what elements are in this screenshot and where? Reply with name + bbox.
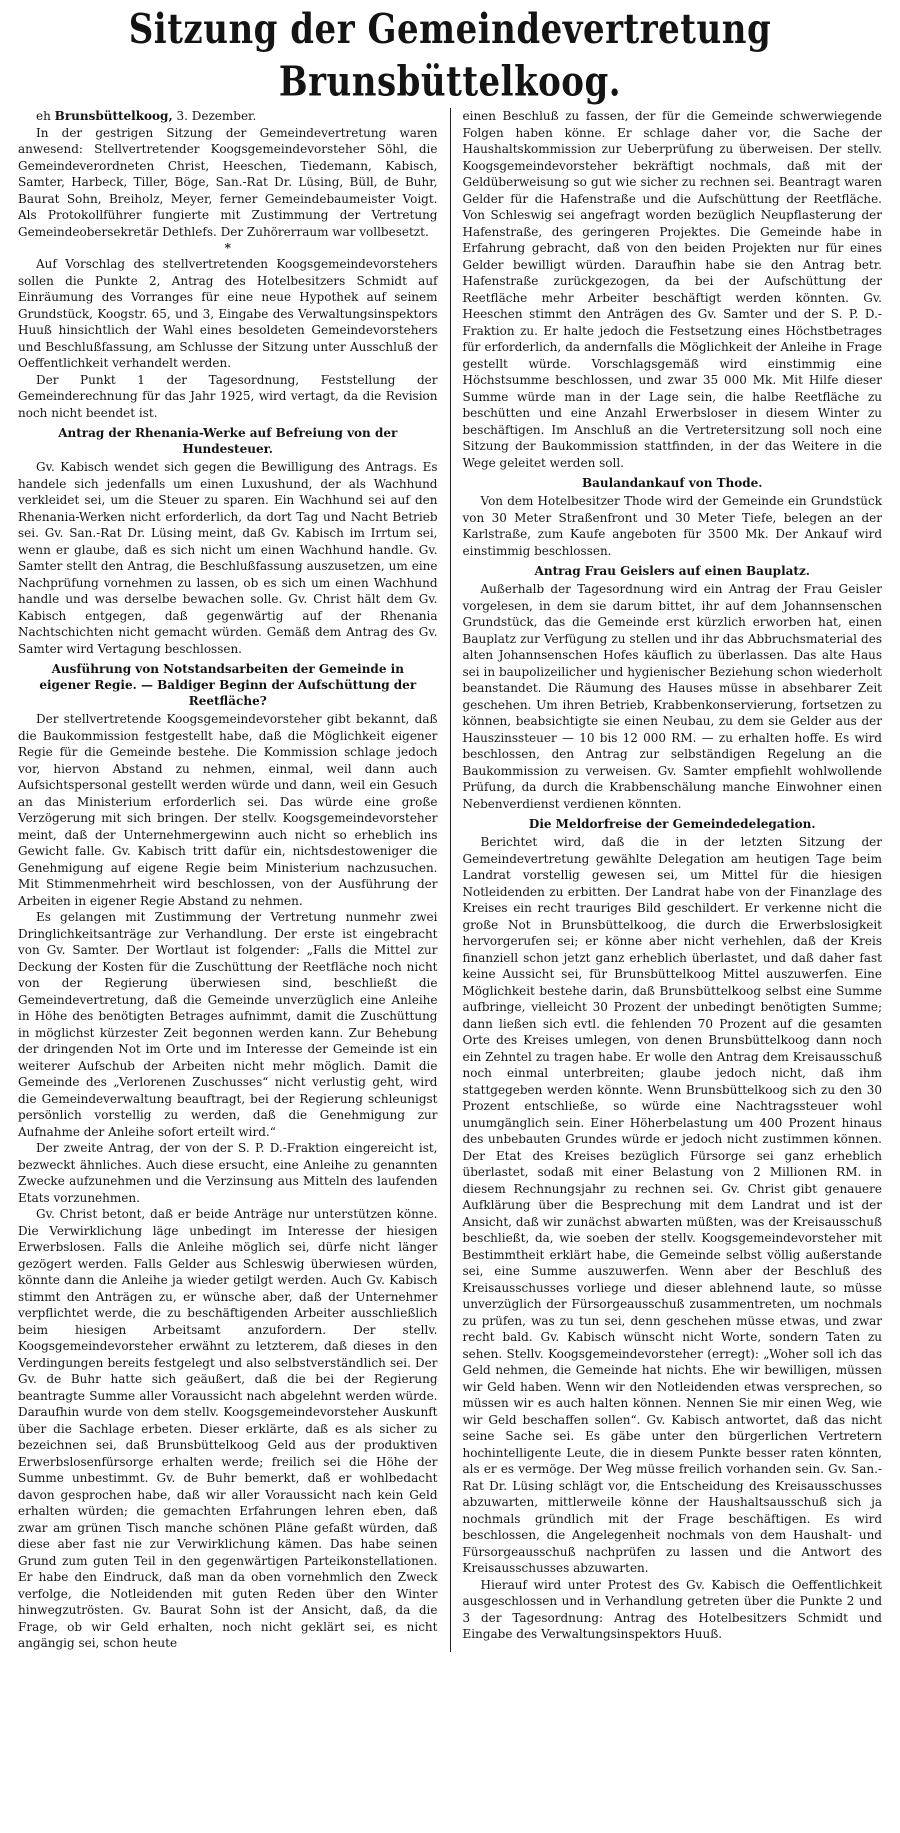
- column-divider: [450, 108, 451, 1652]
- paragraph: Von dem Hotelbesitzer Thode wird der Gemeinde ein Grundstück von 30 Meter Straßenfront und 30 Meter Tiefe, belegen an der Karlstraße, zum Kaufe angeboten für 3500 Mk. Der Ankauf wird einstimmig beschlossen.: [462, 494, 882, 558]
- paragraph: Außerhalb der Tagesordnung wird ein Antrag der Frau Geisler vorgelesen, in dem sie darum bittet, ihr auf dem Johannsenschen Grundstück, das die Gemeinde erst kürzlich erworben hat, einen Bauplatz zur Verfügung zu stellen und ihr das Abbruchsmaterial des alten Johannsenschen Hofes käuflich zu überlassen. Das alte Haus sei in baupolizeilicher und hygienischer Beziehung schon wiederholt beanstandet. Die Räumung des Hauses müsse in absehbarer Zeit geschehen. Um ihren Betrieb, Krabbenkonservierung, fortsetzen zu können, beabsichtigte sie einen Neubau, zu dem sie Gelder aus der Hauszinssteuer — 10 bis 12 000 RM. — zu erhalten hoffe. Es wird beschlossen, den Antrag zur selbständigen Regelung an die Baukommission zu verweisen. Gv. Samter empfiehlt wohlwollende Prüfung, da durch die Krabbenschälung manche Einwohner einen Nebenverdienst verdienen könnten.: [462, 582, 882, 811]
- paragraph: Es gelangen mit Zustimmung der Vertretung nunmehr zwei Dringlichkeitsanträge zur Verhandlung. Der erste ist eingebracht von Gv. Samter. Der Wortlaut ist folgender: „Falls die Mittel zur Deckung der Kosten für die Zuschüttung der Reetfläche noch nicht von der Regierung überwiesen sind, beschließt die Gemeindevertretung, daß die Gemeinde unverzüglich eine Anleihe in Höhe des benötigten Betrages aufnimmt, damit die Zuschüttung in möglichst kürzester Zeit begonnen werden kann. Zur Behebung der dringenden Not im Orte und im Interesse der Gemeinde ist ein weiterer Aufschub der Arbeiten nicht mehr möglich. Damit die Gemeinde des „Verlorenen Zuschusses“ nicht verlustig geht, wird die Gemeindeverwaltung beauftragt, bei der Regierung schleunigst persönlich vorstellig zu werden, daß die Genehmigung zur Aufnahme der Anleihe sofort erteilt wird.“: [18, 910, 438, 1139]
- section-heading: Baulandankauf von Thode.: [582, 476, 763, 490]
- paragraph: Der Punkt 1 der Tagesordnung, Feststellung der Gemeinderechnung für das Jahr 1925, wird vertagt, da die Revision noch nicht beendet ist.: [18, 372, 438, 420]
- paragraph: Gv. Kabisch wendet sich gegen die Bewilligung des Antrags. Es handele sich jedenfalls um einen Luxushund, der als Wachhund verkleidet sei, um die Steuer zu sparen. Ein Wachhund sei auf den Rhenania-Werken nicht erforderlich, da dort Tag und Nacht Betrieb sei. Gv. San.-Rat Dr. Lüsing meint, daß Gv. Kabisch im Irrtum sei, wenn er glaube, daß es sich nicht um einen Wachhund handle. Gv. Samter stellt den Antrag, die Beschlußfassung auszusetzen, um eine Nachprüfung vornehmen zu lassen, ob es sich um einen Wachhund handle und was derselbe bewachen solle. Gv. Christ hält dem Gv. Kabisch entgegen, daß gegenwärtig auf der Rhenania Nachtschichten nicht gemacht würden. Gemäß dem Antrag des Gv. Samter wird Vertagung beschlossen.: [18, 460, 438, 656]
- paragraph: Gv. Christ betont, daß er beide Anträge nur unterstützen könne. Die Verwirklichung läge unbedingt im Interesse der hiesigen Erwerbslosen. Falls die Anleihe möglich sei, dürfe nicht länger gezögert werden. Falls Gelder aus Schleswig überwiesen würden, könnte dann die Anleihe ja wieder getilgt werden. Auch Gv. Kabisch stimmt den Anträgen zu, er wünsche aber, daß der Unternehmer verpflichtet werde, die zu beschäftigenden Arbeiter ausschließlich beim hiesigen Arbeitsamt anzufordern. Der stellv. Koogsgemeindevorsteher erwähnt zu letzterem, daß dieses in den Verdingungen bereits festgelegt und also selbstverständlich sei. Der Gv. de Buhr hatte sich geäußert, daß die bei der Regierung beantragte Summe aller Voraussicht nach abgelehnt werden würde. Daraufhin wurde von dem stellv. Koogsgemeindevorsteher Auskunft über die Sachlage erbeten. Dieser erklärte, daß es als sicher zu bezeichnen sei, daß Brunsbüttelkoog Geld aus der produktiven Erwerbslosenfürsorge erhalten werde; freilich sei die Höhe der Summe unbestimmt. Gv. de Buhr bemerkt, daß er wohlbedacht davon gesprochen habe, daß wir aller Voraussicht nach kein Geld erhalten würden; die gemachten Erfahrungen lehren eben, daß zwar am grünen Tisch manche schönen Pläne gefaßt würden, daß diese aber fast nie zur Verwirklichung kämen. Das habe seinen Grund zum guten Teil in den gegenwärtigen Parteikonstellationen. Er habe den Eindruck, daß man da oben vornehmlich den Zweck verfolge, die Notleidenden mit guten Reden über den Winter hinwegzutrösten. Gv. Baurat Sohn ist der Ansicht, daß, da die Frage, ob wir Geld erhalten, noch nicht geklärt sei, es nicht angängig sei, schon heute: [18, 1207, 438, 1650]
- section-heading: Ausführung von Notstandsarbeiten der Gemeinde in eigener Regie. — Baldiger Beginn der Aufschüttung der Reetfläche?: [39, 662, 417, 708]
- section-heading: Die Meldorfreise der Gemeindedelegation.: [528, 817, 816, 831]
- paragraph: Der zweite Antrag, der von der S. P. D.-Fraktion eingereicht ist, bezweckt ähnliches. Auch diese ersucht, eine Anleihe zu genannten Zwecke aufzunehmen und die Verzinsung aus Mitteln des laufenden Etats vorzunehmen.: [18, 1141, 438, 1205]
- left-column: [18, 108, 438, 1652]
- article-headline: Sitzung der Gemeindevertretung Brunsbüttelkoog.: [128, 5, 772, 107]
- dateline-prefix: eh: [36, 109, 51, 123]
- section-heading: Antrag der Rhenania-Werke auf Befreiung von der Hundesteuer.: [58, 426, 398, 456]
- section-separator: *: [224, 241, 231, 255]
- right-column: [463, 108, 883, 1652]
- paragraph: einen Beschluß zu fassen, der für die Gemeinde schwerwiegende Folgen haben könne. Er schlage daher vor, die Sache der Haushaltskommission zur Ueberprüfung zu überweisen. Der stellv. Koogsgemeindevorsteher bekräftigt nochmals, daß mit der Geldüberweisung so gut wie sicher zu rechnen sei. Beantragt waren Gelder für die Hafenstraße und die Aufschüttung der Reetfläche. Von Schleswig sei angefragt worden bezüglich Neupflasterung der Hafenstraße, des geringeren Projektes. Die Gemeinde habe in Erfahrung gebracht, daß von den beiden Projekten nur für eines Gelder bewilligt würden. Daraufhin habe sie den Antrag betr. Hafenstraße zurückgezogen, da bei der Aufschüttung der Reetfläche mehr Arbeiter beschäftigt werden könnten. Gv. Heeschen stimmt den Anträgen des Gv. Samter und der S. P. D.-Fraktion zu. Er halte jedoch die Festsetzung eines Höchstbetrages für erforderlich, da andernfalls die Möglichkeit der Anleihe in Frage gestellt würde. Vorschlagsgemäß wird einstimmig eine Höchstsumme beschlossen, und zwar 35 000 Mk. Mit Hilfe dieser Summe würde man in der Lage sein, die halbe Reetfläche zu beschütten und eine Anzahl Erwerbsloser in diesem Winter zu beschäftigen. Im Anschluß an die Vertretersitzung soll noch eine Sitzung der Baukommission stattfinden, in der das Weitere in die Wege geleitet werden soll.: [462, 109, 882, 470]
- paragraph: Hierauf wird unter Protest des Gv. Kabisch die Oeffentlichkeit ausgeschlossen und in Verhandlung getreten über die Punkte 2 und 3 der Tagesordnung: Antrag des Hotelbesitzers Schmidt und Eingabe des Verwaltungsinspektors Huuß.: [462, 1577, 882, 1641]
- article-columns: [18, 108, 882, 1652]
- paragraph: In der gestrigen Sitzung der Gemeindevertretung waren anwesend: Stellvertretender Koogsgemeindevorsteher Söhl, die Gemeindeverordneten Christ, Heeschen, Tiedemann, Kabisch, Samter, Harbeck, Tiller, Böge, San.-Rat Dr. Lüsing, Büll, de Buhr, Baurat Sohn, Breiholz, Meyer, ferner Gemeindebaumeister Voigt. Als Protokollführer fungierte mit Zustimmung der Vertretung Gemeindeobersekretär Dethlefs. Der Zuhörerraum war vollbesetzt.: [18, 125, 438, 239]
- paragraph: Berichtet wird, daß die in der letzten Sitzung der Gemeindevertretung gewählte Delegation am heutigen Tage beim Landrat vorstellig gewesen sei, um Mittel für die hiesigen Notleidenden zu erbitten. Der Landrat habe von der Finanzlage des Kreises ein recht trauriges Bild geschildert. Er verkenne nicht die große Not in Brunsbüttelkoog, die durch die Erwerbslosigkeit hervorgerufen sei; er könne aber nicht verhehlen, daß der Kreis finanziell schon jetzt ganz erheblich überlastet, und daß daher fast keine Aussicht sei, für Brunsbüttelkoog Mittel auszuwerfen. Eine Möglichkeit bestehe darin, daß Brunsbüttelkoog selbst eine Summe aufbringe, vielleicht 30 Prozent der unbedingt benötigten Summe; dann ließen sich evtl. die fehlenden 70 Prozent auf die gesamten Orte des Kreises umlegen, von denen Brunsbüttelkoog dann noch ein Zehntel zu tragen habe. Er wolle den Antrag dem Kreisausschuß noch einmal unterbreiten; glaube jedoch nicht, daß ihm stattgegeben werden könnte. Wenn Brunsbüttelkoog sich zu den 30 Prozent entschließe, so würde eine Nachtragssteuer wohl unumgänglich sein. Einer Höherbelastung um 400 Prozent hinaus des unbebauten Grundes würde er jedoch nicht zustimmen können. Der Etat des Kreises bezüglich Fürsorge sei ganz erheblich überlastet, sodaß mit einer Belastung von 2 Millionen RM. in diesem Rechnungsjahr zu rechnen sei. Gv. Christ gibt genauere Aufklärung über die Besprechung mit dem Landrat und ist der Ansicht, daß wir zunächst abwarten müßten, was der Kreisausschuß beschließt, da, wie soeben der stellv. Koogsgemeindevorsteher mit Bestimmtheit erklärt habe, die Gemeinde selbst völlig außerstande sei, eine Summe auszuwerfen. Wenn aber der Beschluß des Kreisausschusses vorliege und dieser ablehnend laute, so müsse unverzüglich der Fürsorgeausschuß zusammentreten, um nochmals zu prüfen, was zu tun sei, denn geschehen müsse etwas, und zwar recht bald. Gv. Kabisch wünscht nicht Worte, sondern Taten zu sehen. Stellv. Koogsgemeindevorsteher (erregt): „Woher soll ich das Geld nehmen, die Gemeinde hat nichts. Ehe wir bewilligen, müssen wir Geld haben. Wenn wir den Notleidenden etwas versprechen, so müssen wir es auch halten können. Nennen Sie mir einen Weg, wie wir Geld beschaffen sollen“. Gv. Kabisch antwortet, daß das nicht seine Sache sei. Es gäbe unter den bürgerlichen Vertretern hochintelligente Leute, die in diesem Punkte besser raten könnten, als er es vermöge. Der Weg müsse freilich vorhanden sein. Gv. San.-Rat Dr. Lüsing schlägt vor, die Entscheidung des Kreisausschusses abzuwarten, mittlerweile könne der Haushaltsausschuß sich ja nochmals gründlich mit der Frage beschäftigen. Es wird beschlossen, die Angelegenheit nochmals von dem Haushalt- und Fürsorgeausschuß nachprüfen zu lassen und die Antwort des Kreisausschusses abzuwarten.: [462, 835, 882, 1575]
- section-heading: Antrag Frau Geislers auf einen Bauplatz.: [534, 564, 810, 578]
- dateline: [18, 108, 438, 125]
- dateline-place: Brunsbüttelkoog,: [54, 109, 173, 123]
- paragraph: Der stellvertretende Koogsgemeindevorsteher gibt bekannt, daß die Baukommission festgestellt habe, daß die Möglichkeit eigener Regie für die Gemeinde bestehe. Die Kommission schlage jedoch vor, hiervon Abstand zu nehmen, einmal, weil dann auch Aufsichtspersonal gestellt werden würde und dann, weil ein Gesuch an das Ministerium erforderlich sei. Das würde eine große Verzögerung mit sich bringen. Der stellv. Koogsgemeindevorsteher meint, daß der Unternehmergewinn auch nicht so erheblich ins Gewicht falle. Gv. Kabisch tritt dafür ein, nichtsdestoweniger die Genehmigung auf eigene Regie beim Ministerium nachzusuchen. Mit Stimmenmehrheit wird beschlossen, von der Ausführung der Arbeiten in eigener Regie Abstand zu nehmen.: [18, 712, 438, 908]
- paragraph: Auf Vorschlag des stellvertretenden Koogsgemeindevorstehers sollen die Punkte 2, Antrag des Hotelbesitzers Schmidt auf Einräumung des Vorranges für eine neue Hypothek auf seinem Grundstück, Koogstr. 65, und 3, Eingabe des Verwaltungsinspektors Huuß hinsichtlich der Wahl eines besoldeten Gemeindevorstehers und Beschlußfassung, am Schlusse der Sitzung unter Ausschluß der Oeffentlichkeit verhandelt werden.: [18, 257, 438, 370]
- dateline-date: 3. Dezember.: [176, 109, 257, 123]
